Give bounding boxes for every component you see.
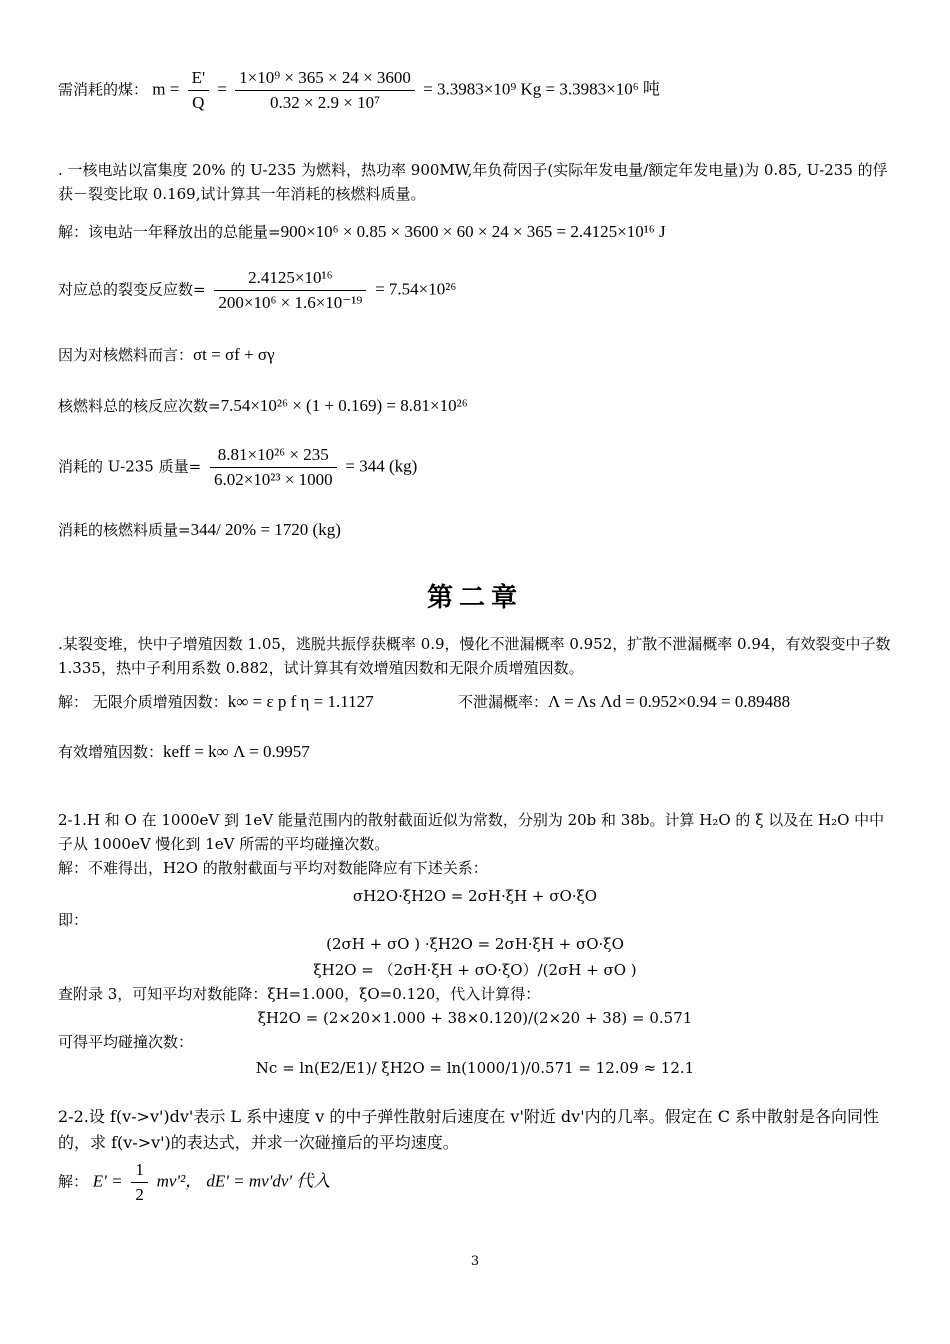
p22-sol-rest: mv'²， dE' = mv'dv' 代入 <box>156 1171 331 1191</box>
reactor-sol1-label: 解： 无限介质增殖因数： <box>58 693 228 711</box>
reactor-sol2-label: 有效增殖因数： <box>58 743 164 761</box>
coal-lhs: m = <box>152 79 180 99</box>
station-sol5-den: 6.02×10²³ × 1000 <box>213 470 333 489</box>
p21-line3: 查附录 3，可知平均对数能降：ξH=1.000，ξO=0.120，代入计算得： <box>58 985 541 1003</box>
p21-eq4: ξH2O = (2×20×1.000 + 38×0.120)/(2×20 + 38) = 0.571 <box>257 1009 693 1027</box>
p21-eq3: ξH2O = （2σH·ξH + σO·ξO）/(2σH + σO ) <box>313 961 637 979</box>
p22-sol-lhs: E' = <box>92 1171 123 1191</box>
p21-eq5: Nc = ln(E2/E1)/ ξH2O = ln(1000/1)/0.571 = 12.09 ≈ 12.1 <box>255 1059 695 1077</box>
coal-frac2-den: 0.32 × 2.9 × 10⁷ <box>269 93 381 112</box>
problem-2-2: 2-2.设 f(v->v')dv'表示 L 系中速度 v 的中子弹性散射后速度在 v'附近 dv'内的几率。假定在 C 系中散射是各向同性的，求 f(v->v')的表达式，并求一次碰撞后的平均速度。 <box>58 1107 880 1152</box>
p22-sol-num: 1 <box>131 1160 148 1183</box>
p21-eq1: σH2O·ξH2O = 2σH·ξH + σO·ξO <box>352 887 598 905</box>
station-sol1-label: 解：该电站一年释放出的总能量= <box>58 223 281 241</box>
reactor-sol1b-label: 不泄漏概率： <box>458 693 549 711</box>
coal-frac2-num: 1×10⁹ × 365 × 24 × 3600 <box>235 68 415 91</box>
coal-equation <box>58 68 660 113</box>
p21-line4: 可得平均碰撞次数： <box>58 1033 194 1051</box>
coal-result: = 3.3983×10⁹ Kg = 3.3983×10⁶ 吨 <box>423 79 660 99</box>
reactor-sol1b-expr: Λ = Λs Λd = 0.952×0.94 = 0.89488 <box>548 692 791 711</box>
station-sol1 <box>58 222 666 242</box>
reactor-sol2-expr: keff = k∞ Λ = 0.9957 <box>163 742 310 761</box>
p21-eq2: (2σH + σO ) ·ξH2O = 2σH·ξH + σO·ξO <box>326 935 624 953</box>
problem-reactor: .某裂变堆，快中子增殖因数 1.05，逃脱共振俘获概率 0.9，慢化不泄漏概率 0.952，扩散不泄漏概率 0.94，有效裂变中子数 1.335，热中子利用系数 0.882，试计算其有效增殖因数和无限介质增殖因数。 <box>58 635 891 677</box>
station-sol5-num: 8.81×10²⁶ × 235 <box>210 445 337 468</box>
coal-label: 需消耗的煤： <box>58 82 149 99</box>
station-sol3-label: 因为对核燃料而言： <box>58 346 194 364</box>
coal-frac2 <box>235 68 415 113</box>
station-sol1-expr: 900×10⁶ × 0.85 × 3600 × 60 × 24 × 365 = 2.4125×10¹⁶ J <box>280 222 666 241</box>
coal-frac1 <box>188 68 209 113</box>
station-sol6 <box>58 520 341 540</box>
station-sol2-frac <box>214 268 366 313</box>
reactor-sol1 <box>58 692 374 712</box>
coal-frac1-den: Q <box>192 93 205 112</box>
p22-sol <box>58 1160 330 1205</box>
coal-eq: = <box>217 79 227 99</box>
chapter-heading: 第二章 <box>426 583 523 613</box>
problem-station: . 一核电站以富集度 20% 的 U-235 为燃料，热功率 900MW,年负荷因子(实际年发电量/额定年发电量)为 0.85, U-235 的俘获－裂变比取 0.169,试计算其一年消耗的核燃料质量。 <box>58 161 888 203</box>
reactor-sol2 <box>58 742 310 762</box>
reactor-sol1b <box>458 692 790 712</box>
station-sol5-frac <box>210 445 337 490</box>
station-sol2-den: 200×10⁶ × 1.6×10⁻¹⁹ <box>218 293 363 312</box>
station-sol6-label: 消耗的核燃料质量= <box>58 521 191 539</box>
station-sol2 <box>58 268 456 313</box>
station-sol2-num: 2.4125×10¹⁶ <box>214 268 366 291</box>
station-sol6-expr: 344/ 20% = 1720 (kg) <box>190 520 341 539</box>
station-sol2-label: 对应总的裂变反应数= <box>58 280 206 299</box>
station-sol5-label: 消耗的 U-235 质量= <box>58 457 202 476</box>
station-sol3-expr: σt = σf + σγ <box>193 345 275 364</box>
station-sol4-label: 核燃料总的核反应次数= <box>58 397 221 415</box>
reactor-sol1-expr: k∞ = ε p f η = 1.1127 <box>227 692 374 711</box>
station-sol4 <box>58 396 468 416</box>
station-sol4-expr: 7.54×10²⁶ × (1 + 0.169) = 8.81×10²⁶ <box>220 396 468 415</box>
problem-2-1: 2-1.H 和 O 在 1000eV 到 1eV 能量范围内的散射截面近似为常数，分别为 20b 和 38b。计算 H₂O 的 ξ 以及在 H₂O 中中子从 1000eV 慢化到 1eV 所需的平均碰撞次数。 <box>58 811 885 853</box>
page-number: 3 <box>470 1254 480 1269</box>
p21-line2: 即： <box>58 911 89 929</box>
p21-line1: 解：不难得出，H2O 的散射截面与平均对数能降应有下述关系： <box>58 859 488 877</box>
station-sol2-res: = 7.54×10²⁶ <box>375 279 457 299</box>
p22-sol-den: 2 <box>135 1185 144 1204</box>
station-sol5-res: = 344 (kg) <box>345 456 418 476</box>
p22-sol-frac <box>131 1160 148 1205</box>
p22-sol-label: 解： <box>58 1172 89 1191</box>
station-sol3 <box>58 345 275 365</box>
coal-frac1-num: E' <box>188 68 209 91</box>
station-sol5 <box>58 445 417 490</box>
